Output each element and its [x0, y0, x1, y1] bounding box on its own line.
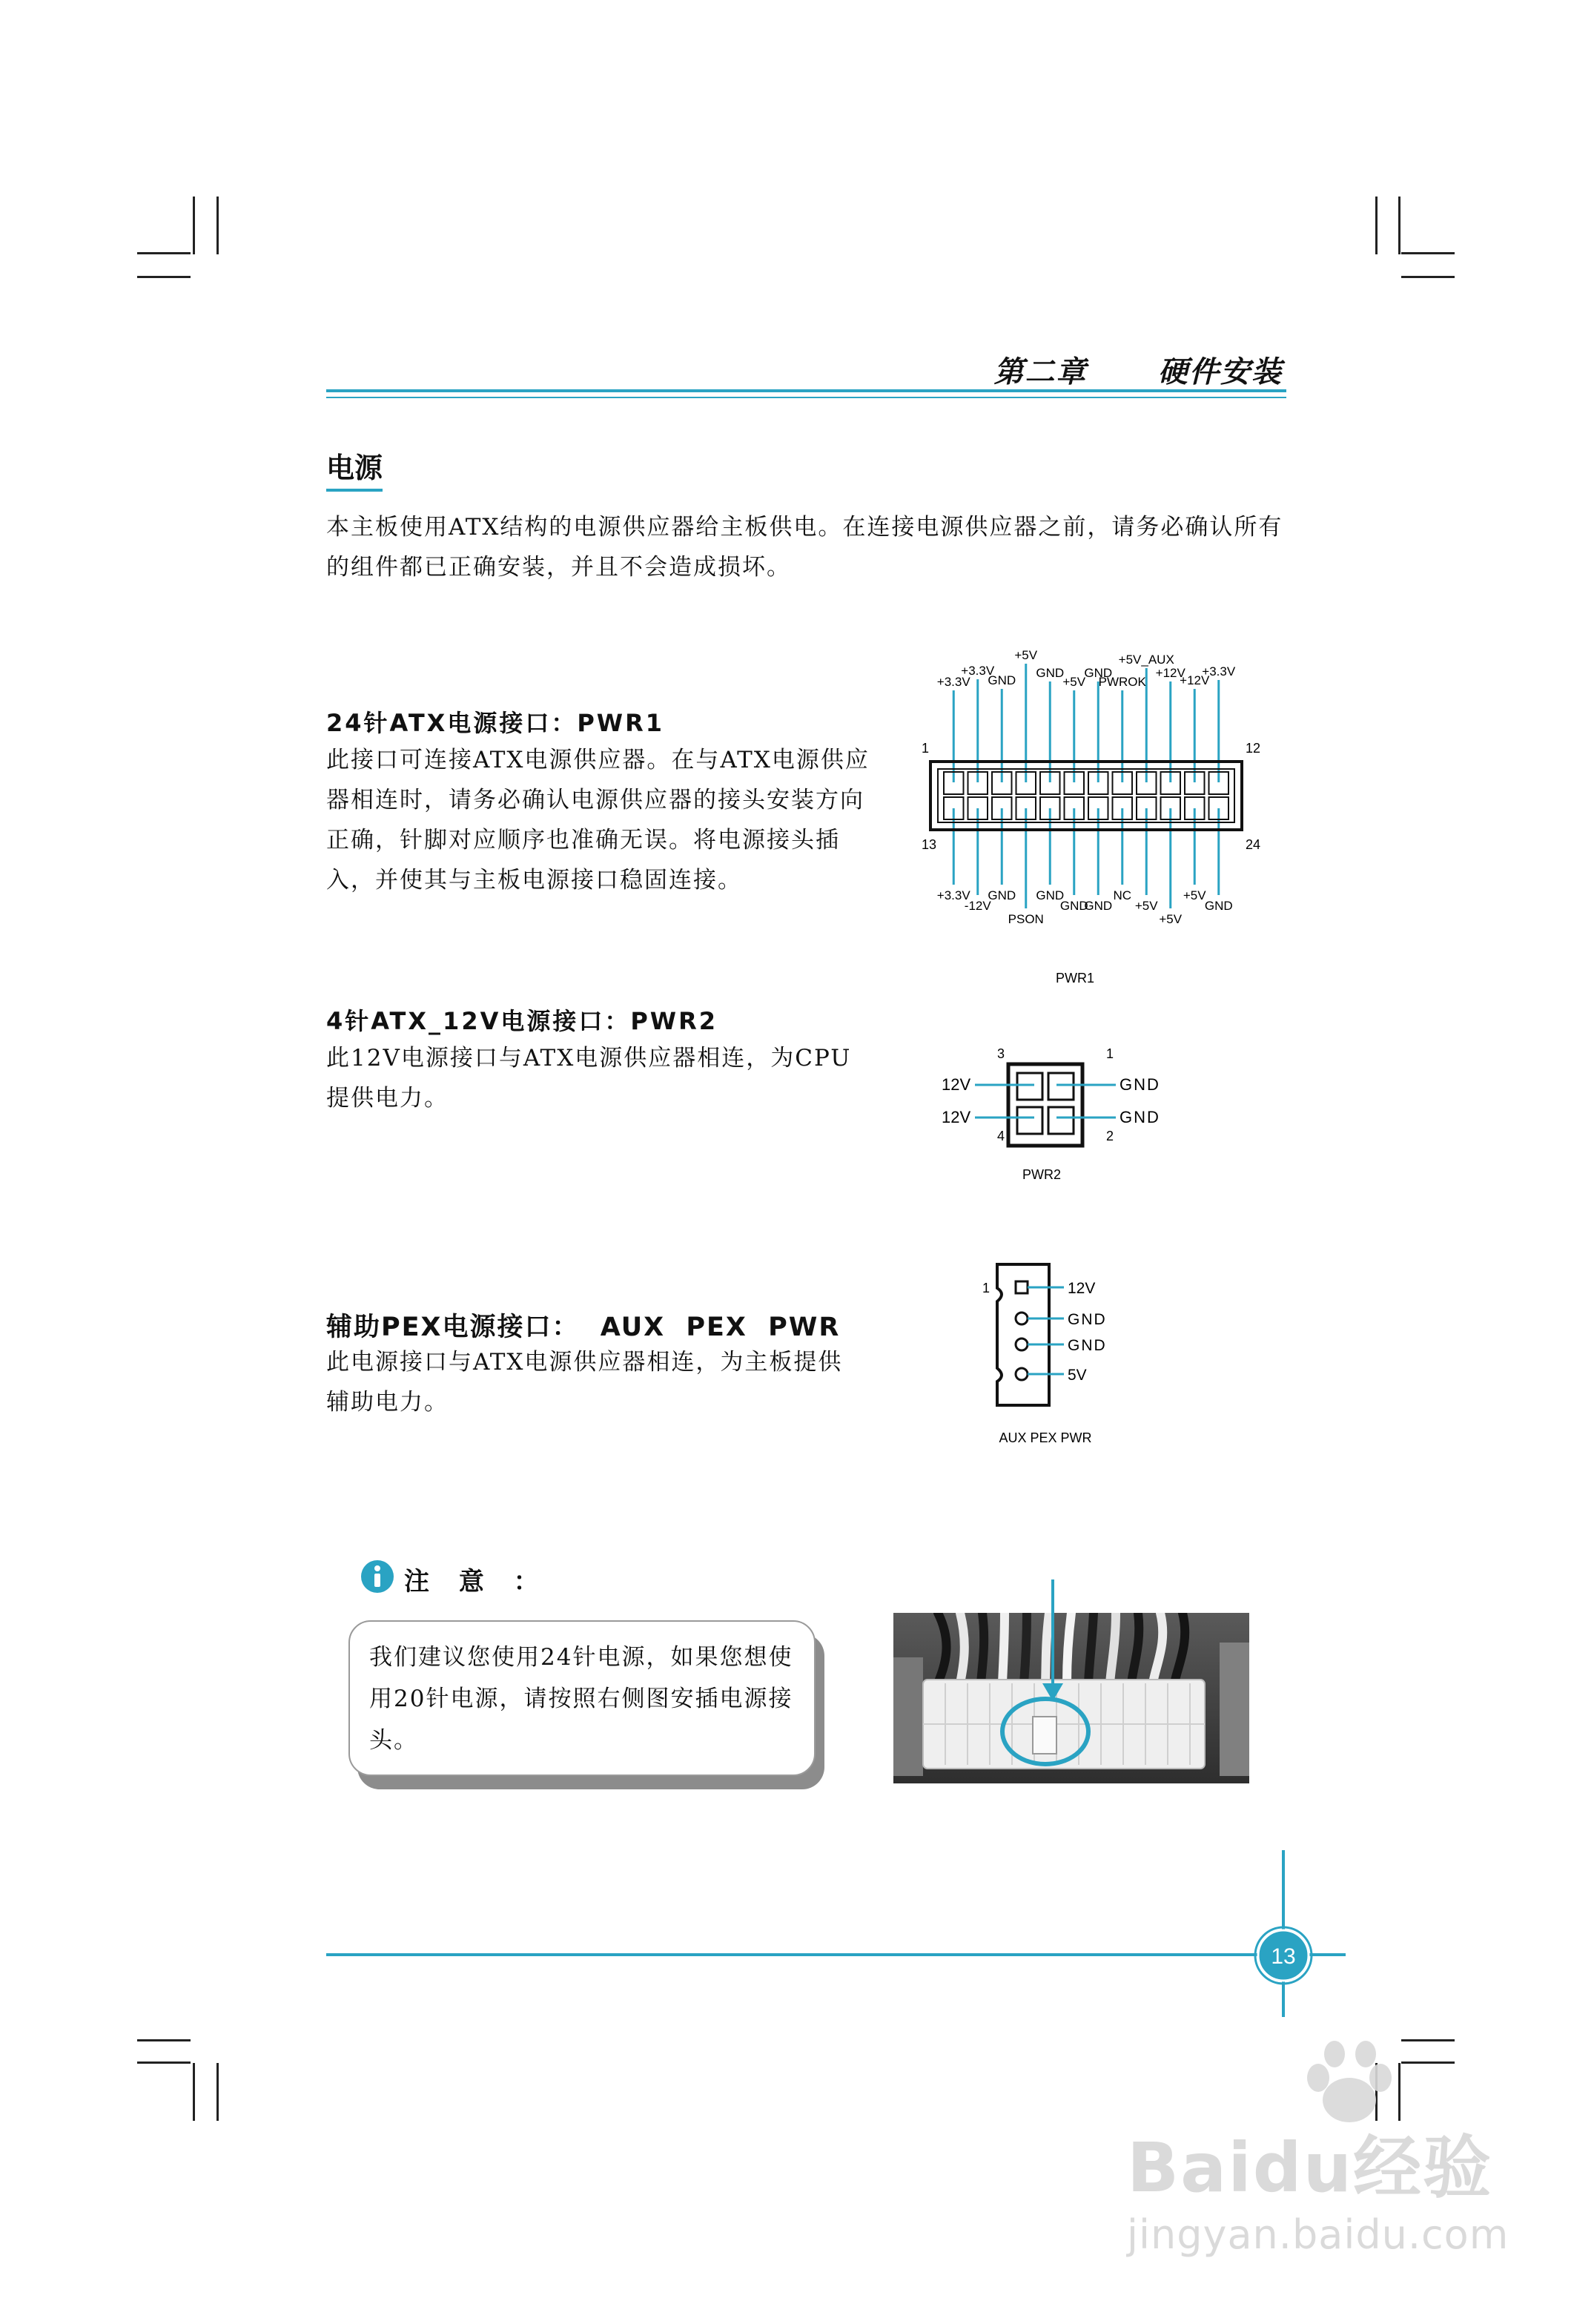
pwr1-bottom-pin-label: +5V: [1134, 899, 1158, 913]
pwr1-bottom-pin-label: GND: [988, 888, 1016, 902]
crop-mark: [216, 2063, 219, 2121]
note-title: 注 意 ：: [404, 1567, 549, 1597]
pwr2-diagram: [934, 1042, 1201, 1190]
footer-rule: [326, 1953, 1346, 1956]
pwr2-label-gnd-top: GND: [1120, 1075, 1160, 1094]
pwr1-pin-12: 12: [1246, 741, 1261, 756]
chapter-title: 硬件安装: [1158, 355, 1283, 389]
pwr2-cell: [1048, 1107, 1074, 1134]
pwr1-top-pin-label: +5V: [1062, 675, 1086, 689]
pwr2-cell: [1048, 1073, 1074, 1100]
aux-diagram: [968, 1257, 1190, 1450]
pwr1-pin-24: 24: [1246, 837, 1261, 852]
aux-connector-body: [997, 1264, 1049, 1405]
pwr1-top-pin-label: +5V: [1014, 648, 1038, 662]
photo-pointer-arrow: [1042, 1683, 1063, 1701]
pwr1-bottom-pin-label: NC: [1113, 888, 1132, 902]
info-icon: [360, 1559, 395, 1594]
pwr1-bottom-pin-label: +5V: [1183, 888, 1206, 902]
note-text: 我们建议您使用24针电源，如果您想使用20针电源，请按照右侧图安插电源接头。: [369, 1644, 793, 1754]
pwr1-top-pin-label: +12V: [1155, 666, 1185, 680]
pwr1-bottom-pin-label: PSON: [1008, 912, 1044, 926]
aux-pin-1: 1: [982, 1281, 991, 1295]
aux-title: 辅助PEX电源接口： AUX PEX PWR: [326, 1313, 841, 1342]
connector-photo: [893, 1613, 1249, 1783]
photo-pointer-line: [1051, 1579, 1054, 1691]
pwr1-top-pin-label: +3.3V: [936, 675, 970, 689]
page-number-badge: [1253, 1925, 1314, 1986]
pwr1-bottom-pin-label: GND: [1084, 899, 1113, 913]
aux-description: 此电源接口与ATX电源供应器相连，为主板提供辅助电力。: [326, 1349, 843, 1416]
pwr1-top-pin-label: PWROK: [1098, 675, 1146, 689]
pwr1-diagram: [908, 634, 1271, 990]
pwr2-description: 此12V电源接口与ATX电源供应器相连，为CPU提供电力。: [326, 1045, 852, 1112]
aux-pin-label: GND: [1068, 1337, 1107, 1354]
page-number: 13: [1271, 1944, 1296, 1969]
aux-pin-round: [1016, 1368, 1028, 1380]
crop-mark: [1398, 197, 1400, 254]
pwr2-caption: PWR2: [1022, 1167, 1062, 1182]
pwr2-pin-1: 1: [1106, 1046, 1114, 1061]
pwr1-bottom-pin-label: GND: [1059, 899, 1088, 913]
baidu-watermark: [1127, 2039, 1520, 2284]
crop-mark: [193, 197, 195, 254]
pwr2-pin-2: 2: [1106, 1129, 1114, 1143]
pwr2-cell: [1017, 1073, 1042, 1100]
crop-mark: [137, 2039, 191, 2041]
pwr1-connector-inner: [938, 769, 1234, 822]
pwr2-pin-4: 4: [997, 1129, 1005, 1143]
pwr1-top-pin-label: GND: [1084, 666, 1113, 680]
pwr1-title: 24针ATX电源接口：PWR1: [326, 709, 664, 737]
pwr1-bottom-pin-label: GND: [1204, 899, 1233, 913]
aux-pin-round: [1016, 1313, 1028, 1324]
header-rule: [326, 389, 1286, 392]
pwr2-pin-3: 3: [997, 1046, 1005, 1061]
section-title: 电源: [326, 445, 383, 492]
chapter-number: 第二章: [993, 355, 1088, 389]
pwr1-bottom-pin-label: GND: [1036, 888, 1065, 902]
watermark-url: jingyan.baidu.com: [1127, 2211, 1509, 2258]
crop-mark: [137, 276, 191, 278]
crop-mark: [137, 252, 191, 254]
crop-mark: [137, 2061, 191, 2064]
connector-photo-art: [893, 1613, 1249, 1783]
aux-pin-label: 5V: [1068, 1367, 1087, 1384]
pwr1-bottom-pin-label: -12V: [964, 899, 991, 913]
crop-mark: [1375, 197, 1378, 254]
aux-pin-square: [1016, 1281, 1028, 1293]
pwr2-label-gnd-bottom: GND: [1120, 1108, 1160, 1126]
pwr1-top-pin-label: +5V_AUX: [1118, 653, 1174, 667]
aux-pin-label: GND: [1068, 1311, 1107, 1328]
pwr1-bottom-pin-label: +5V: [1159, 912, 1183, 926]
pwr1-top-pin-label: GND: [1036, 666, 1065, 680]
aux-pin-label: 12V: [1068, 1280, 1096, 1297]
watermark-brand: Baidu经验: [1127, 2128, 1493, 2208]
chapter-header: [993, 349, 1283, 391]
aux-caption: AUX PEX PWR: [999, 1430, 1092, 1445]
pwr1-top-pin-label: GND: [988, 673, 1016, 687]
pwr1-caption: PWR1: [1055, 971, 1095, 986]
pwr1-top-pin-label: +3.3V: [1202, 664, 1236, 679]
pwr1-pin-13: 13: [922, 837, 937, 852]
intro-paragraph: 本主板使用ATX结构的电源供应器给主板供电。在连接电源供应器之前，请务必确认所有的组件都已正确安装，并且不会造成损坏。: [326, 514, 1283, 581]
aux-pin-round: [1016, 1338, 1028, 1350]
pwr2-label-12v-bottom: 12V: [942, 1108, 971, 1126]
pwr1-pin-1: 1: [922, 741, 930, 756]
pwr1-top-pin-label: +3.3V: [961, 664, 995, 678]
crop-mark: [193, 2063, 195, 2121]
header-rule-thin: [326, 397, 1286, 398]
pwr1-top-pin-label: +12V: [1180, 673, 1210, 687]
pwr2-label-12v-top: 12V: [942, 1075, 971, 1094]
pwr1-description: 此接口可连接ATX电源供应器。在与ATX电源供应器相连时，请务必确认电源供应器的接头安装方向正确，针脚对应顺序也准确无误。将电源接头插入，并使其与主板电源接口稳固连接。: [326, 747, 870, 894]
pwr2-cell: [1017, 1107, 1042, 1134]
crop-mark: [1401, 252, 1455, 254]
pwr1-bottom-pin-label: +3.3V: [936, 888, 970, 902]
note-box: [348, 1620, 816, 1776]
pwr2-title: 4针ATX_12V电源接口：PWR2: [326, 1007, 718, 1035]
crop-mark: [1401, 276, 1455, 278]
crop-mark: [216, 197, 219, 254]
